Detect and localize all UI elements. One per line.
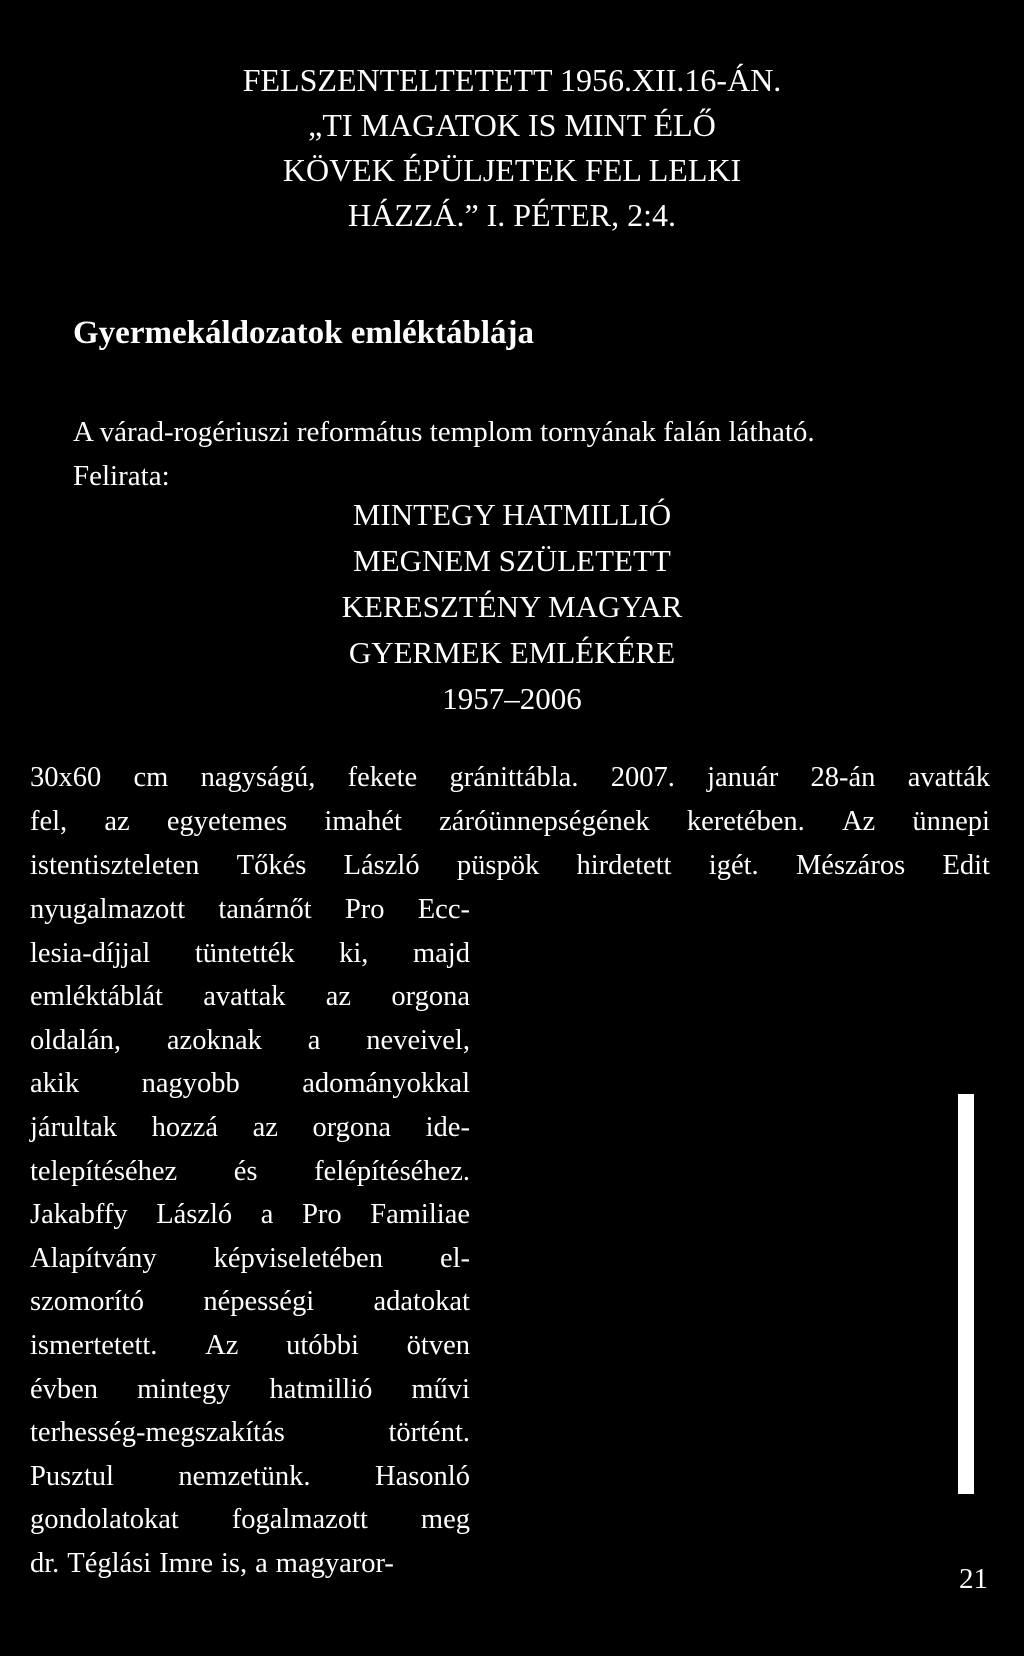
inscription-line: „TI MAGATOK IS MINT ÉLŐ — [308, 107, 716, 143]
word: dr. — [30, 1547, 60, 1579]
plaque-inscription — [0, 492, 1024, 722]
word: Mészáros — [795, 850, 906, 881]
word: istentiszteleten — [30, 850, 200, 881]
word: imahét — [324, 806, 402, 837]
text-line — [30, 932, 470, 976]
word: cm — [133, 762, 169, 793]
word: 30x60 — [30, 762, 102, 793]
word: és — [233, 1155, 258, 1187]
intro-line: Felirata: — [73, 460, 170, 492]
body-paragraph-narrow — [30, 888, 470, 1586]
word: Tőkés — [236, 850, 307, 881]
word: ünnepi — [912, 806, 990, 837]
word: a — [307, 1024, 321, 1056]
word: telepítéséhez — [30, 1155, 178, 1187]
word: avattak — [203, 981, 286, 1013]
word: Edit — [942, 850, 990, 881]
word: hozzá — [151, 1111, 219, 1143]
word: Az — [205, 1329, 239, 1361]
inscription-line: GYERMEK EMLÉKÉRE — [348, 635, 676, 670]
inscription-line: 1957–2006 — [442, 681, 582, 716]
dedication-inscription — [0, 58, 1024, 238]
text-line — [30, 1542, 470, 1586]
word: Jakabffy — [30, 1199, 128, 1231]
word: utóbbi — [286, 1329, 359, 1361]
word: fekete — [347, 762, 418, 793]
word: meg — [420, 1504, 470, 1536]
word: mintegy — [137, 1373, 231, 1405]
text-line — [30, 1062, 470, 1106]
text-line — [30, 1193, 470, 1237]
word: fel, — [30, 806, 68, 837]
word: felépítéséhez. — [314, 1155, 470, 1187]
word: lesia-díjjal — [30, 937, 151, 969]
word: az — [252, 1111, 278, 1143]
word: adományokkal — [302, 1068, 470, 1100]
text-line — [30, 1455, 470, 1499]
word: Alapítvány — [30, 1242, 157, 1274]
word: az — [104, 806, 130, 837]
word: nagyságú, — [200, 762, 316, 793]
text-line — [30, 888, 470, 932]
text-line — [30, 800, 990, 844]
word: Az — [841, 806, 876, 837]
inscription-line: HÁZZÁ.” I. PÉTER, 2:4. — [348, 197, 676, 233]
word: avatták — [907, 762, 990, 793]
word: gránittábla. — [449, 762, 579, 793]
word: Pro — [302, 1199, 342, 1231]
word: művi — [411, 1373, 470, 1405]
text-line — [30, 1498, 470, 1542]
word: Téglási — [67, 1547, 152, 1579]
word: záróünnepségének — [439, 806, 650, 837]
word: nyugalmazott — [30, 894, 186, 925]
text-line — [30, 1280, 470, 1324]
word: oldalán, — [30, 1024, 122, 1056]
word: László — [343, 850, 420, 881]
word: hatmillió — [269, 1373, 373, 1405]
word: Pusztul — [30, 1460, 114, 1492]
word: ötven — [406, 1329, 470, 1361]
word: László — [156, 1199, 233, 1231]
text-line — [30, 975, 470, 1019]
word: a — [255, 1547, 268, 1579]
text-line — [30, 756, 990, 800]
word: tanárnőt — [218, 894, 312, 925]
word: népességi — [203, 1286, 315, 1318]
word: püspök — [456, 850, 540, 881]
inscription-line: KÖVEK ÉPÜLJETEK FEL LELKI — [282, 152, 742, 188]
page-number: 21 — [959, 1563, 988, 1595]
word: fogalmazott — [231, 1504, 368, 1536]
word: a — [260, 1199, 274, 1231]
word: keretében. — [686, 806, 805, 837]
text-line — [30, 1411, 470, 1455]
word: neveivel, — [366, 1024, 470, 1056]
intro-line: A várad-rogériuszi református templom tornyának falán látható. — [73, 416, 815, 448]
inscription-line: MINTEGY HATMILLIÓ — [352, 497, 672, 532]
section-heading: Gyermekáldozatok emléktáblája — [73, 315, 535, 351]
word: emléktáblát — [30, 981, 163, 1013]
word: január — [707, 762, 779, 793]
inscription-line: MEGNEM SZÜLETETT — [353, 543, 671, 578]
word: orgona — [391, 981, 470, 1013]
body-paragraph-wide — [30, 756, 990, 888]
word: Ecc- — [417, 894, 470, 925]
text-line — [30, 844, 990, 888]
word: igét. — [708, 850, 759, 881]
text-line — [30, 1019, 470, 1063]
word: azoknak — [166, 1024, 262, 1056]
inscription-line: FELSZENTELTETETT 1956.XII.16-ÁN. — [242, 62, 782, 98]
text-line — [30, 1106, 470, 1150]
word: szomorító — [30, 1286, 144, 1318]
word: tüntették — [194, 937, 295, 969]
word: Imre — [159, 1547, 213, 1579]
word: orgona — [312, 1111, 392, 1143]
word: terhesség-megszakítás — [30, 1417, 285, 1449]
word: ki, — [339, 937, 369, 969]
word: nemzetünk. — [178, 1460, 311, 1492]
word: 2007. — [610, 762, 675, 793]
word: évben — [30, 1373, 99, 1405]
word: 28-án — [810, 762, 876, 793]
text-line — [30, 1150, 470, 1194]
text-line — [30, 1237, 470, 1281]
word: az — [325, 981, 352, 1013]
text-line — [30, 1368, 470, 1412]
word: ismertetett. — [30, 1329, 158, 1361]
word: akik — [30, 1068, 80, 1100]
word: képviseletében — [213, 1242, 383, 1274]
word: történt. — [388, 1417, 470, 1449]
word: hirdetett — [576, 850, 672, 881]
word: ide- — [425, 1111, 470, 1143]
word: Familiae — [370, 1199, 470, 1231]
word: Hasonló — [374, 1460, 470, 1492]
inscription-line: KERESZTÉNY MAGYAR — [341, 589, 683, 624]
intro-paragraph — [73, 410, 993, 498]
margin-bar-image — [958, 1094, 974, 1494]
word: Pro — [344, 894, 385, 925]
word: járultak — [30, 1111, 118, 1143]
word: magyaror- — [275, 1547, 394, 1579]
text-line — [30, 1324, 470, 1368]
word: majd — [412, 937, 470, 969]
word: gondolatokat — [30, 1504, 179, 1536]
word: adatokat — [373, 1286, 470, 1318]
word: is, — [221, 1547, 248, 1579]
word: egyetemes — [166, 806, 288, 837]
word: nagyobb — [141, 1068, 240, 1100]
word: el- — [439, 1242, 470, 1274]
